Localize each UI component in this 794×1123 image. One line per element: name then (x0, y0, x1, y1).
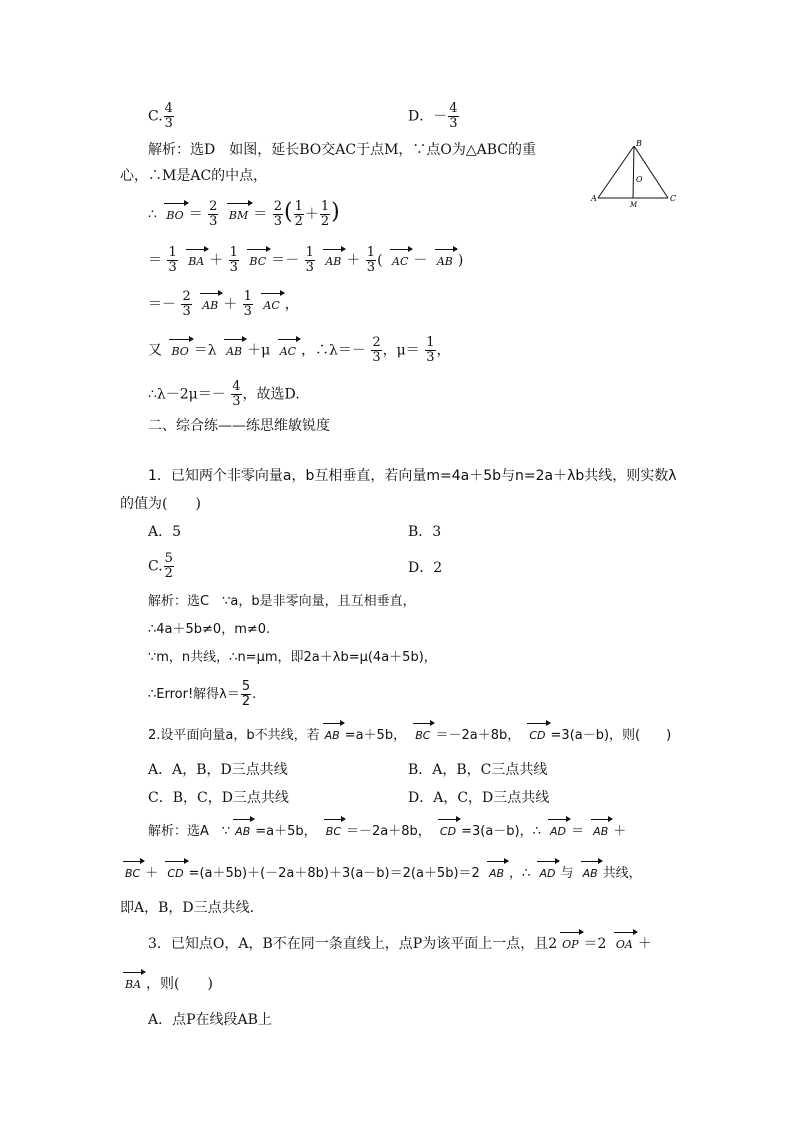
q1-option-a: A．5 (148, 524, 182, 540)
q2-solution-2: BC ＋ CD =(a＋5b)＋(－2a＋8b)＋3(a－b)＝2(a＋5b)＝2 AB ，∴ AD 与 AB 共线， (120, 864, 642, 884)
label-m: M (630, 201, 638, 208)
q1-solution-1: 解析：选C ∵a，b是非零向量，且互相垂直， (148, 594, 416, 609)
q1-option-b: B．3 (408, 524, 442, 540)
option-d-top: D．－ $\frac{4}{3}$ (408, 101, 458, 131)
section-heading: 二、综合练——练思维敏锐度 (148, 418, 330, 434)
q2-option-a: A．A，B，D三点共线 (148, 762, 288, 778)
q1-solution-3: ∵m，n共线，∴n=μm，即2a＋λb=μ(4a＋5b)， (148, 650, 437, 665)
q1-stem-1: 1．已知两个非零向量a，b互相垂直，若向量m=4a＋5b与n=2a＋λb共线，则实数λ (148, 468, 677, 484)
solution-eq-5: ∴λ－2μ＝－ $\frac{4}{3}$ ，故选D. (148, 379, 300, 409)
q1-option-c: C. $\frac{5}{2}$ (148, 551, 173, 581)
q1-option-d: D．2 (408, 560, 443, 576)
q2-solution-3: 即A，B，D三点共线. (120, 900, 255, 916)
q2-option-d: D．A，C，D三点共线 (408, 790, 550, 806)
q3-option-a: A．点P在线段AB上 (148, 1012, 272, 1028)
q2-solution-1: 解析：选A ∵ AB =a＋5b， BC ＝－2a＋8b， CD =3(a－b)，∴ AD ＝ AB ＋ (148, 822, 626, 842)
label-a: A (591, 194, 597, 203)
triangle-figure (590, 138, 680, 208)
q2-stem: 2.设平面向量a，b不共线，若 AB =a＋5b， BC ＝－2a＋8b， CD =3(a－b)，则( ) (148, 726, 671, 746)
solution-line-2: 心，∴M是AC的中点， (120, 168, 268, 184)
label-c: C (670, 194, 677, 203)
q1-solution-2: ∴4a＋5b≠0，m≠0. (148, 622, 271, 637)
q1-solution-4: ∴Error!解得λ＝ $\frac{5}{2}$ . (148, 679, 257, 709)
q1-stem-2: 的值为( ) (120, 496, 201, 512)
label-b: B (636, 139, 642, 148)
solution-eq-1: ∴ BO ＝ $\frac{2}{3}$ BM ＝ $\frac{2}{3}$ ( $\frac{1}{2}$ ＋ $\frac{1}{2}$ ) (148, 199, 340, 229)
q2-option-b: B．A，B，C三点共线 (408, 762, 548, 778)
solution-eq-2: ＝ $\frac{1}{3}$ BA ＋ $\frac{1}{3}$ BC ＝－ $\frac{1}{3}$ AB ＋ $\frac{1}{3}$ ( AC － AB ) (148, 245, 464, 275)
q2-option-c: C．B，C，D三点共线 (148, 790, 289, 806)
q3-stem-2: BA ，则( ) (120, 974, 213, 995)
solution-eq-3: ＝－ $\frac{2}{3}$ AB ＋ $\frac{1}{3}$ AC ， (148, 289, 299, 319)
q3-stem-1: 3．已知点O，A，B不在同一条直线上，点P为该平面上一点，且2 OP ＝2 OA ＋ (148, 934, 652, 955)
solution-eq-4: 又 BO ＝λ AB ＋μ AC ，∴λ＝－ $\frac{2}{3}$ ，μ＝ $\frac{1}{3}$ ， (148, 335, 451, 365)
option-c-top: C. $\frac{4}{3}$ (148, 101, 173, 131)
solution-line-1: 解析：选D 如图，延长BO交AC于点M，∵点O为△ABC的重 (148, 142, 537, 158)
label-o: O (636, 175, 643, 184)
